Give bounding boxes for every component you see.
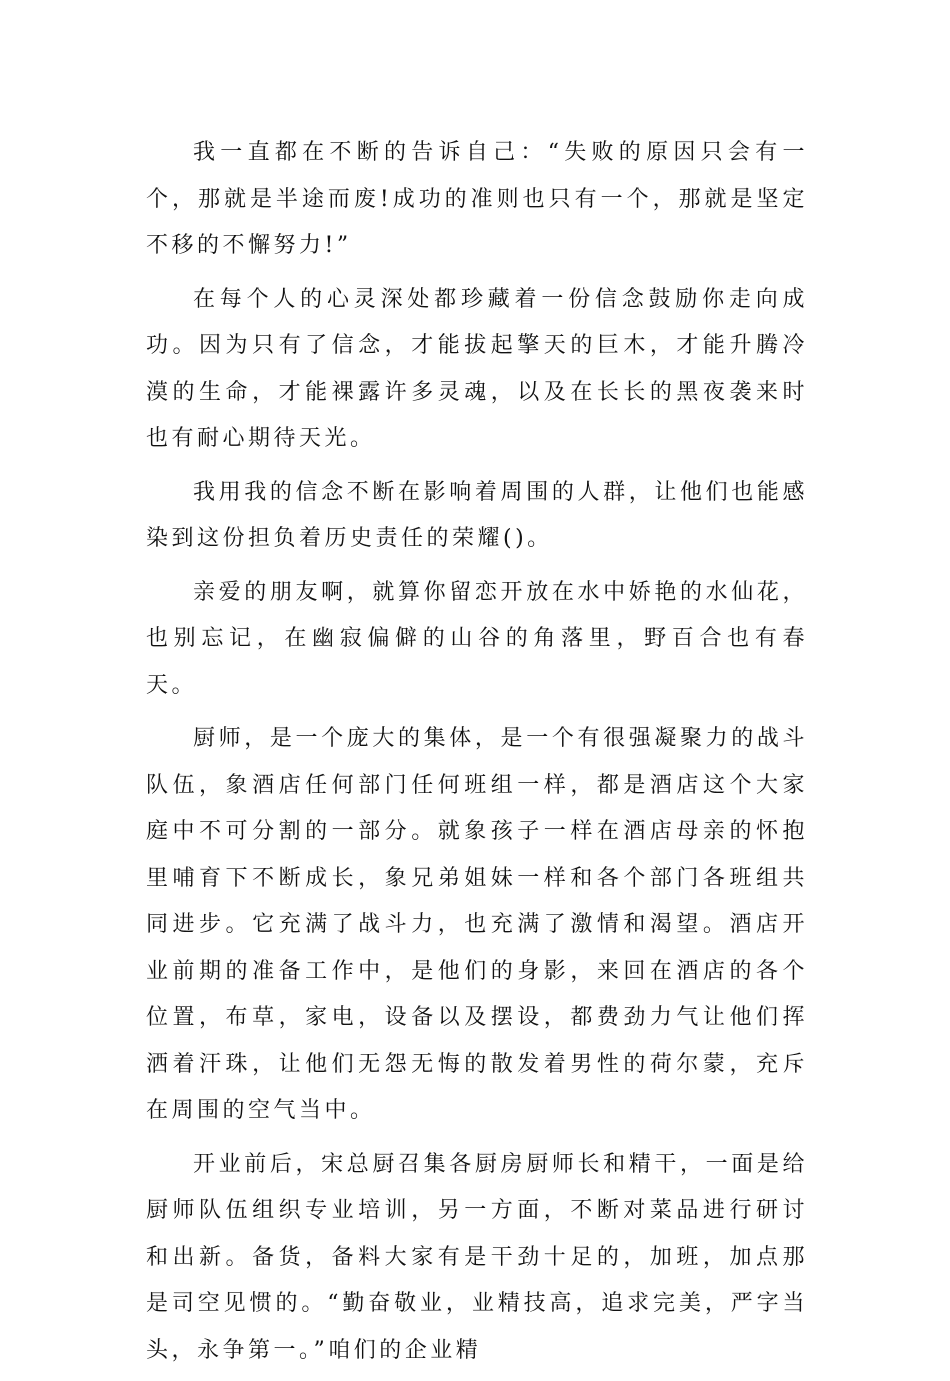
paragraph: 我一直都在不断的告诉自己：“失败的原因只会有一个，那就是半途而废!成功的准则也只有一个，那就是坚定不移的不懈努力!” xyxy=(146,140,808,258)
paragraph: 开业前后，宋总厨召集各厨房厨师长和精干，一面是给厨师队伍组织专业培训，另一方面，不断对菜品进行研讨和出新。备货，备料大家有是干劲十足的，加班，加点那是司空见惯的。“勤奋敬业，业精技高，追求完美，严字当头，永争第一。”咱们的企业精 xyxy=(146,1151,808,1363)
paragraph: 在每个人的心灵深处都珍藏着一份信念鼓励你走向成功。因为只有了信念，才能拔起擎天的巨木，才能升腾冷漠的生命，才能裸露许多灵魂，以及在长长的黑夜袭来时也有耐心期待天光。 xyxy=(146,286,808,451)
paragraph: 亲爱的朋友啊，就算你留恋开放在水中娇艳的水仙花，也别忘记，在幽寂偏僻的山谷的角落里，野百合也有春天。 xyxy=(146,579,808,698)
document-body xyxy=(146,130,808,1381)
paragraph: 厨师，是一个庞大的集体，是一个有很强凝聚力的战斗队伍，象酒店任何部门任何班组一样，都是酒店这个大家庭中不可分割的一部分。就象孩子一样在酒店母亲的怀抱里哺育下不断成长，象兄弟姐妹一样和各个部门各班组共同进步。它充满了战斗力，也充满了激情和渴望。酒店开业前期的准备工作中，是他们的身影，来回在酒店的各个位置，布草，家电，设备以及摆设，都费劲力气让他们挥洒着汗珠，让他们无怨无悔的散发着男性的荷尔蒙，充斥在周围的空气当中。 xyxy=(146,726,808,1123)
paragraph: 我用我的信念不断在影响着周围的人群，让他们也能感染到这份担负着历史责任的荣耀()。 xyxy=(146,479,808,551)
